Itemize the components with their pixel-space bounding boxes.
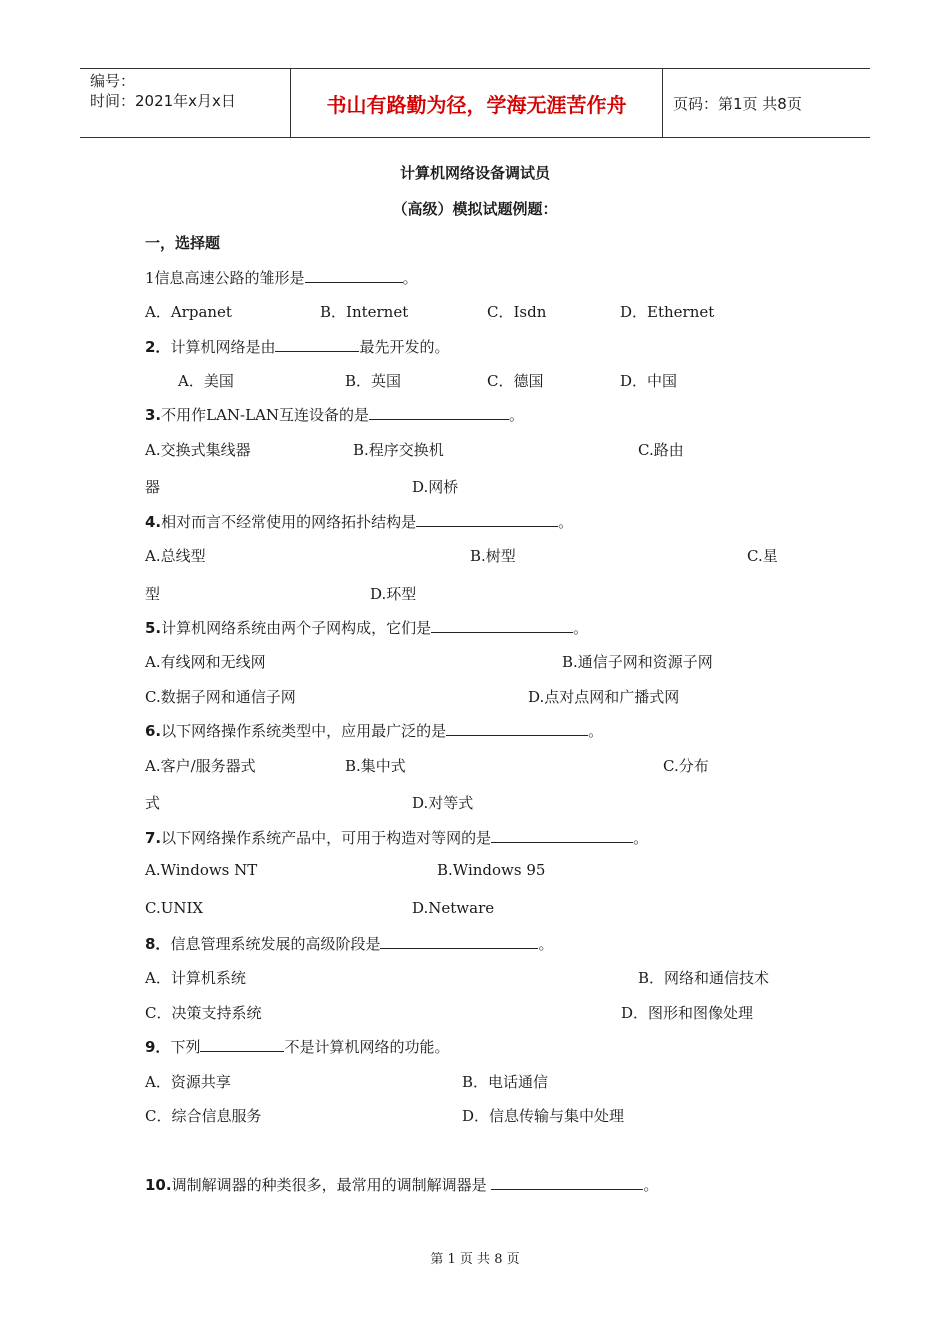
question-number: 7. bbox=[145, 829, 162, 847]
motto: 书山有路勤为径，学海无涯苦作舟 bbox=[291, 69, 663, 137]
option: A.总线型 bbox=[145, 547, 206, 565]
option: B.Windows 95 bbox=[437, 861, 546, 879]
question-number: 2． bbox=[145, 338, 171, 356]
question-number: 1 bbox=[145, 269, 155, 287]
option: D.对等式 bbox=[412, 794, 474, 812]
page-footer: 第 1 页 共 8 页 bbox=[430, 1252, 520, 1267]
question-number: 8． bbox=[145, 935, 171, 953]
question-1: 1信息高速公路的雏形是 。 bbox=[145, 269, 418, 287]
option: B.程序交换机 bbox=[353, 441, 444, 459]
question-text: 信息管理系统发展的高级阶段是 bbox=[170, 935, 381, 953]
answer-blank bbox=[380, 934, 538, 949]
question-8: 8．信息管理系统发展的高级阶段是 。 bbox=[145, 935, 554, 953]
option-continuation: 型 bbox=[145, 585, 161, 603]
option: D.网桥 bbox=[412, 478, 459, 496]
option: C.路由 bbox=[638, 441, 684, 459]
question-text: 相对而言不经常使用的网络拓扑结构是 bbox=[161, 513, 417, 531]
option: B.集中式 bbox=[345, 757, 406, 775]
answer-blank bbox=[369, 405, 509, 420]
question-7: 7.以下网络操作系统产品中，可用于构造对等网的是 。 bbox=[145, 829, 649, 847]
option: A．资源共享 bbox=[145, 1073, 231, 1091]
question-2: 2．计算机网络是由 最先开发的。 bbox=[145, 338, 450, 356]
question-3: 3.不用作LAN-LAN互连设备的是 。 bbox=[145, 406, 525, 424]
answer-blank bbox=[305, 268, 403, 283]
option: D.环型 bbox=[370, 585, 417, 603]
option-continuation: 式 bbox=[145, 794, 161, 812]
option: C.星 bbox=[747, 547, 778, 565]
option: B．电话通信 bbox=[462, 1073, 549, 1091]
question-10: 10.调制解调器的种类很多，最常用的调制解调器是 。 bbox=[145, 1176, 659, 1194]
option: C.数据子网和通信子网 bbox=[145, 688, 296, 706]
question-text: 计算机网络系统由两个子网构成，它们是 bbox=[161, 619, 432, 637]
option: A．美国 bbox=[178, 372, 234, 390]
question-number: 6. bbox=[145, 722, 162, 740]
question-text: 信息高速公路的雏形是 bbox=[154, 269, 305, 287]
page-title: 计算机网络设备调试员 bbox=[399, 164, 550, 182]
question-text: 不用作LAN-LAN互连设备的是 bbox=[161, 406, 370, 424]
option: A.Windows NT bbox=[145, 861, 258, 879]
answer-blank bbox=[491, 1175, 643, 1190]
option: C．Isdn bbox=[487, 303, 547, 321]
page-subtitle: （高级）模拟试题例题： bbox=[392, 200, 558, 218]
question-4: 4.相对而言不经常使用的网络拓扑结构是 。 bbox=[145, 513, 574, 531]
option: B．Internet bbox=[320, 303, 409, 321]
option: D.点对点网和广播式网 bbox=[528, 688, 680, 706]
option: B.树型 bbox=[470, 547, 516, 565]
option: C.UNIX bbox=[145, 899, 204, 917]
answer-blank bbox=[200, 1037, 284, 1052]
question-number: 9． bbox=[145, 1038, 171, 1056]
option: C．决策支持系统 bbox=[145, 1004, 262, 1022]
option: C.分布 bbox=[663, 757, 709, 775]
answer-blank bbox=[491, 828, 633, 843]
answer-blank bbox=[275, 337, 359, 352]
question-number: 4. bbox=[145, 513, 162, 531]
answer-blank bbox=[446, 721, 588, 736]
option-continuation: 器 bbox=[145, 478, 161, 496]
question-text: 以下网络操作系统类型中，应用最广泛的是 bbox=[161, 722, 447, 740]
option: C．综合信息服务 bbox=[145, 1107, 262, 1125]
page-label: 页码：第1页 共8页 bbox=[673, 94, 802, 113]
option: D.Netware bbox=[412, 899, 495, 917]
option: D．中国 bbox=[620, 372, 678, 390]
answer-blank bbox=[431, 618, 573, 633]
question-number: 10. bbox=[145, 1176, 172, 1194]
question-number: 5. bbox=[145, 619, 162, 637]
section-heading: 一，选择题 bbox=[145, 234, 221, 252]
option: B.通信子网和资源子网 bbox=[562, 653, 713, 671]
option: D．信息传输与集中处理 bbox=[462, 1107, 625, 1125]
option: A．Arpanet bbox=[145, 303, 232, 321]
option: A．计算机系统 bbox=[145, 969, 246, 987]
option: C．德国 bbox=[487, 372, 544, 390]
option: B．网络和通信技术 bbox=[638, 969, 770, 987]
question-text: 调制解调器的种类很多，最常用的调制解调器是 bbox=[171, 1176, 492, 1194]
question-6: 6.以下网络操作系统类型中，应用最广泛的是 。 bbox=[145, 722, 604, 740]
option: D．Ethernet bbox=[620, 303, 715, 321]
question-9: 9．下列 不是计算机网络的功能。 bbox=[145, 1038, 450, 1056]
answer-blank bbox=[416, 512, 558, 527]
question-text: 下列 bbox=[170, 1038, 201, 1056]
header-meta bbox=[80, 69, 291, 137]
question-number: 3. bbox=[145, 406, 162, 424]
time-label: 时间：2021年x月x日 bbox=[90, 92, 236, 110]
page-header bbox=[80, 68, 870, 138]
option: D．图形和图像处理 bbox=[621, 1004, 754, 1022]
option: A.客户/服务器式 bbox=[145, 757, 256, 775]
option: B．英国 bbox=[345, 372, 402, 390]
question-text: 计算机网络是由 bbox=[170, 338, 276, 356]
option: A.有线网和无线网 bbox=[145, 653, 266, 671]
option: A.交换式集线器 bbox=[145, 441, 251, 459]
question-text: 以下网络操作系统产品中，可用于构造对等网的是 bbox=[161, 829, 492, 847]
number-label: 编号： bbox=[90, 72, 136, 90]
question-5: 5.计算机网络系统由两个子网构成，它们是 。 bbox=[145, 619, 589, 637]
